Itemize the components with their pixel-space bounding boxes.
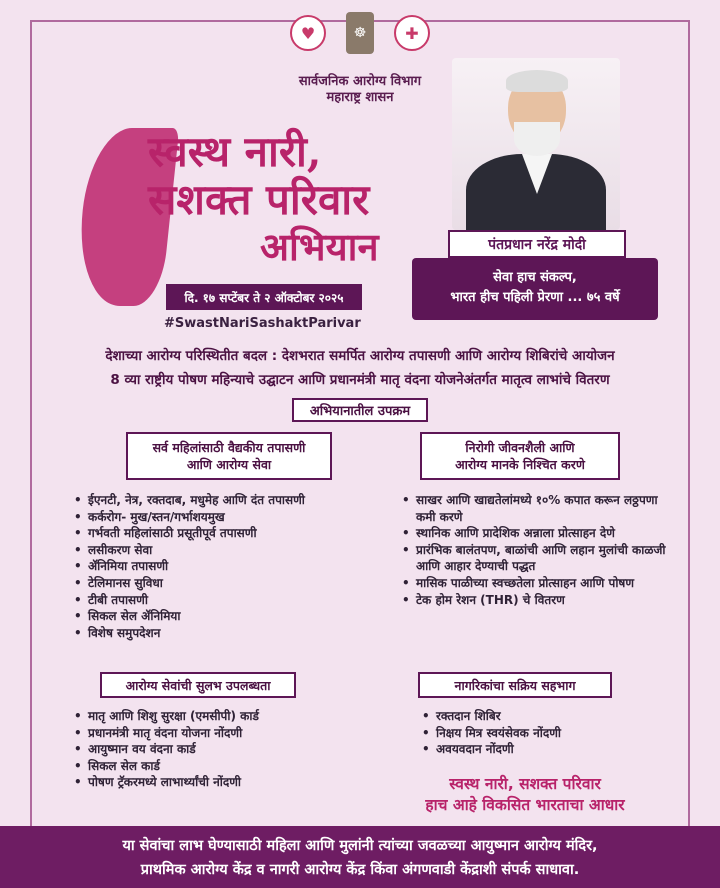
list-item: • विशेष समुपदेशन bbox=[74, 625, 374, 642]
department-line: सार्वजनिक आरोग्य विभाग bbox=[298, 74, 422, 89]
government-line: महाराष्ट्र शासन bbox=[326, 90, 394, 105]
list-item: • पोषण ट्रॅकरमध्ये लाभार्थ्यांची नोंदणी bbox=[74, 774, 374, 791]
list-item: • स्थानिक आणि प्रादेशिक अन्नाला प्रोत्साहन देणे bbox=[402, 525, 672, 542]
list-item: • लसीकरण सेवा bbox=[74, 542, 374, 559]
initiatives-heading: अभियानातील उपक्रम bbox=[292, 398, 428, 422]
slogan bbox=[392, 774, 658, 816]
list-item: • आयुष्मान वय वंदना कार्ड bbox=[74, 741, 374, 758]
title-line-1: स्वस्थ नारी, bbox=[148, 127, 322, 176]
footer-banner bbox=[0, 826, 720, 888]
list-item: • टेक होम रेशन (THR) चे वितरण bbox=[402, 592, 672, 609]
slogan-line-2: हाच आहे विकसित भारताचा आधार bbox=[425, 796, 625, 814]
pm-name-label: पंतप्रधान नरेंद्र मोदी bbox=[448, 230, 626, 258]
list-item: • टीबी तपासणी bbox=[74, 592, 374, 609]
list-item: • सिकल सेल कार्ड bbox=[74, 758, 374, 775]
healthy-lifestyle-list bbox=[402, 492, 672, 608]
list-item: • सिकल सेल ॲनिमिया bbox=[74, 608, 374, 625]
section-participation-title: नागरिकांचा सक्रिय सहभाग bbox=[418, 672, 612, 698]
section-medical-checkup-title bbox=[126, 432, 332, 480]
list-item: • कर्करोग- मुख/स्तन/गर्भाशयमुख bbox=[74, 509, 374, 526]
slogan-line-1: स्वस्थ नारी, सशक्त परिवार bbox=[449, 775, 601, 793]
section-title-line: आरोग्य मानके निश्चित करणे bbox=[455, 457, 585, 472]
list-item: • निक्षय मित्र स्वयंसेवक नोंदणी bbox=[422, 725, 672, 742]
title-line-3: अभियान bbox=[260, 224, 379, 269]
section-access-title: आरोग्य सेवांची सुलभ उपलब्धता bbox=[100, 672, 296, 698]
footer-line-1: या सेवांचा लाभ घेण्यासाठी महिला आणि मुलांनी त्यांच्या जवळच्या आयुष्मान आरोग्य मंदिर, bbox=[122, 838, 598, 854]
list-item: • मासिक पाळीच्या स्वच्छतेला प्रोत्साहन आणि पोषण bbox=[402, 575, 672, 592]
participation-list bbox=[422, 708, 672, 758]
list-item: • टेलिमानस सुविधा bbox=[74, 575, 374, 592]
logo-row bbox=[290, 8, 430, 58]
list-item: • अवयवदान नोंदणी bbox=[422, 741, 672, 758]
date-badge: दि. १७ सप्टेंबर ते २ ऑक्टोबर २०२५ bbox=[166, 284, 362, 310]
headline-line-1: देशाच्या आरोग्य परिस्थितीत बदल : देशभरात समर्पित आरोग्य तपासणी आणि आरोग्य शिबिरांचे आयोजन bbox=[105, 348, 615, 364]
headline-line-2: 8 व्या राष्ट्रीय पोषण महिन्याचे उद्घाटन आणि प्रधानमंत्री मातृ वंदना योजनेअंतर्गत मातृत्व लाभांचे वितरण bbox=[110, 372, 610, 388]
section-title-line: सर्व महिलांसाठी वैद्यकीय तपासणी bbox=[152, 440, 306, 455]
list-item: • मातृ आणि शिशु सुरक्षा (एमसीपी) कार्ड bbox=[74, 708, 374, 725]
list-item: • ॲनिमिया तपासणी bbox=[74, 558, 374, 575]
seva-banner bbox=[412, 258, 658, 320]
list-item: • रक्तदान शिबिर bbox=[422, 708, 672, 725]
section-healthy-lifestyle-title bbox=[420, 432, 620, 480]
seva-line-2: भारत हीच पहिली प्रेरणा ... ७५ वर्षे bbox=[450, 290, 620, 305]
public-health-logo: ✚ bbox=[394, 15, 430, 51]
list-item: • प्रधानमंत्री मातृ वंदना योजना नोंदणी bbox=[74, 725, 374, 742]
department-name bbox=[272, 74, 448, 106]
seva-line-1: सेवा हाच संकल्प, bbox=[493, 270, 577, 285]
list-item: • प्रारंभिक बालंतपण, बाळांची आणि लहान मुलांची काळजी आणि आहार देण्याची पद्धत bbox=[402, 542, 672, 575]
pm-hair bbox=[506, 70, 568, 92]
pm-photo bbox=[452, 58, 620, 230]
national-emblem-icon: ☸ bbox=[346, 12, 374, 54]
section-title-line: आणि आरोग्य सेवा bbox=[186, 457, 272, 472]
campaign-title bbox=[148, 128, 379, 270]
pm-beard bbox=[514, 122, 560, 156]
nhm-logo: ♥ bbox=[290, 15, 326, 51]
access-services-list bbox=[74, 708, 374, 791]
footer-line-2: प्राथमिक आरोग्य केंद्र व नागरी आरोग्य केंद्र किंवा अंगणवाडी केंद्राशी संपर्क साधावा. bbox=[140, 862, 580, 878]
title-line-2: सशक्त परिवार bbox=[148, 175, 370, 224]
list-item: • ईएनटी, नेत्र, रक्तदाब, मधुमेह आणि दंत तपासणी bbox=[74, 492, 374, 509]
list-item: • साखर आणि खाद्यतेलांमध्ये १०% कपात करून लठ्ठपणा कमी करणे bbox=[402, 492, 672, 525]
list-item: • गर्भवती महिलांसाठी प्रसूतीपूर्व तपासणी bbox=[74, 525, 374, 542]
hashtag: #SwastNariSashaktParivar bbox=[164, 316, 361, 331]
section-title-line: निरोगी जीवनशैली आणि bbox=[465, 440, 575, 455]
medical-checkup-list bbox=[74, 492, 374, 641]
